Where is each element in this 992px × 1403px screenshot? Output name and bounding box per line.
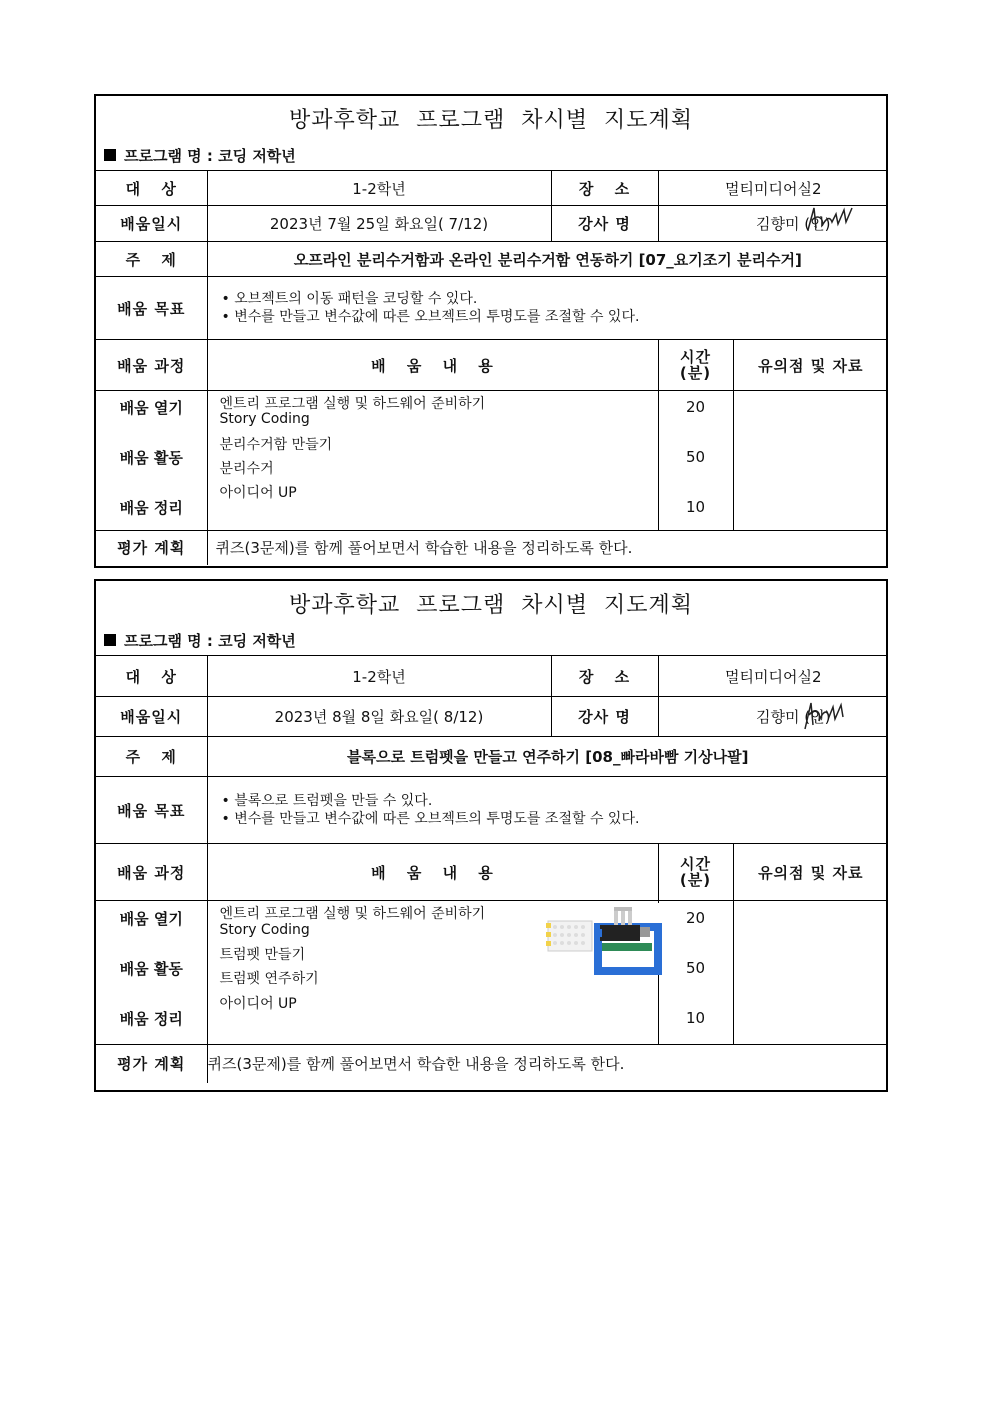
- notes-cell: [733, 901, 888, 1045]
- lesson-plan-2: [94, 579, 888, 1092]
- content-line: Story Coding: [219, 922, 310, 938]
- place-label: 장 소: [551, 656, 658, 697]
- notes-label: 유의점 및 자료: [733, 340, 888, 391]
- topic-value: 오프라인 분리수거함과 온라인 분리수거함 연동하기 [07_요기조기 분리수거]: [207, 242, 888, 277]
- content-cell: [207, 901, 658, 1045]
- plan-title: 방과후학교 프로그램 차시별 지도계획: [288, 592, 693, 618]
- content-line: Story Coding: [219, 411, 310, 427]
- place-value: 멀티미디어실2: [658, 171, 888, 206]
- content-line: 분리수거: [219, 461, 274, 477]
- topic-value: 블록으로 트럼펫을 만들고 연주하기 [08_빠라바빰 기상나팔]: [207, 737, 888, 777]
- goal-list: [208, 290, 889, 326]
- date-value: 2023년 8월 8일 화요일( 8/12): [207, 697, 551, 737]
- content-cell: [207, 391, 658, 531]
- stage-activity: 배움 활동: [119, 449, 183, 467]
- content-line: 엔트리 프로그램 실행 및 하드웨어 준비하기: [219, 396, 486, 412]
- program-name-text: 프로그램 명 : 코딩 저학년: [124, 631, 296, 650]
- content-line: 엔트리 프로그램 실행 및 하드웨어 준비하기: [219, 906, 486, 922]
- process-label: 배움 과정: [96, 340, 207, 391]
- signature-icon: [804, 204, 856, 236]
- stage-cell: [96, 901, 207, 1045]
- topic-label: 주 제: [96, 242, 207, 277]
- teacher-value: 김향미 (인): [756, 215, 831, 233]
- goal-label: 배움 목표: [96, 777, 207, 844]
- goal-cell: [207, 777, 888, 844]
- teacher-value: 김향미 (인): [756, 708, 831, 726]
- time-label-unit: (분): [679, 871, 712, 889]
- time-close: 10: [685, 498, 706, 516]
- square-bullet-icon: [104, 634, 116, 646]
- target-label: 대 상: [96, 656, 207, 697]
- stage-close: 배움 정리: [119, 1010, 183, 1028]
- notes-label: 유의점 및 자료: [733, 844, 888, 901]
- program-name: [96, 140, 886, 170]
- time-open: 20: [685, 398, 706, 416]
- goal-item: • 변수를 만들고 변수값에 따른 오브젝트의 투명도를 조절할 수 있다.: [222, 308, 889, 326]
- time-open: 20: [685, 909, 706, 927]
- topic-label: 주 제: [96, 737, 207, 777]
- eval-label: 평가 계획: [96, 1045, 207, 1083]
- teacher-cell: [658, 697, 888, 737]
- stage-cell: [96, 391, 207, 531]
- goal-cell: [207, 277, 888, 340]
- goal-item: • 오브젝트의 이동 패턴을 코딩할 수 있다.: [222, 290, 889, 308]
- eval-label: 평가 계획: [96, 531, 207, 565]
- plan-table: [96, 655, 888, 1083]
- time-close: 10: [685, 1009, 706, 1027]
- notes-cell: [733, 391, 888, 531]
- time-activity: 50: [685, 959, 706, 977]
- plan-table: [96, 170, 888, 565]
- time-cell: [658, 391, 733, 531]
- goal-label: 배움 목표: [96, 277, 207, 340]
- date-label: 배움일시: [96, 206, 207, 242]
- target-value: 1-2학년: [207, 171, 551, 206]
- stage-open: 배움 열기: [119, 399, 183, 417]
- goal-list: [208, 792, 889, 828]
- teacher-label: 강사 명: [551, 697, 658, 737]
- stage-open: 배움 열기: [119, 910, 183, 928]
- plan-title: 방과후학교 프로그램 차시별 지도계획: [288, 107, 693, 133]
- goal-item: • 변수를 만들고 변수값에 따른 오브젝트의 투명도를 조절할 수 있다.: [222, 810, 889, 828]
- content-label: 배 움 내 용: [207, 340, 658, 391]
- process-label: 배움 과정: [96, 844, 207, 901]
- time-cell: [658, 901, 733, 1045]
- goal-item: • 블록으로 트럼펫을 만들 수 있다.: [222, 792, 889, 810]
- hardware-kit-image: [528, 903, 678, 975]
- target-value: 1-2학년: [207, 656, 551, 697]
- place-value: 멀티미디어실2: [658, 656, 888, 697]
- square-bullet-icon: [104, 149, 116, 161]
- eval-value: 퀴즈(3문제)를 함께 풀어보면서 학습한 내용을 정리하도록 한다.: [207, 1045, 888, 1083]
- stage-close: 배움 정리: [119, 499, 183, 517]
- eval-value: 퀴즈(3문제)를 함께 풀어보면서 학습한 내용을 정리하도록 한다.: [207, 531, 888, 565]
- program-name: [96, 625, 886, 655]
- content-line: 트럼펫 만들기: [219, 947, 306, 963]
- lesson-plan-1: [94, 94, 888, 568]
- content-line: 아이디어 UP: [219, 996, 297, 1012]
- date-label: 배움일시: [96, 697, 207, 737]
- stage-activity: 배움 활동: [119, 960, 183, 978]
- date-value: 2023년 7월 25일 화요일( 7/12): [207, 206, 551, 242]
- time-label-line: 시간: [680, 855, 711, 873]
- time-activity: 50: [685, 448, 706, 466]
- teacher-cell: [658, 206, 888, 242]
- place-label: 장 소: [551, 171, 658, 206]
- time-label: [658, 340, 733, 391]
- target-label: 대 상: [96, 171, 207, 206]
- content-label: 배 움 내 용: [207, 844, 658, 901]
- signature-icon: [799, 699, 849, 733]
- time-label: [658, 844, 733, 901]
- program-name-text: 프로그램 명 : 코딩 저학년: [124, 146, 296, 165]
- teacher-label: 강사 명: [551, 206, 658, 242]
- time-label-line: 시간: [680, 348, 711, 366]
- content-line: 분리수거함 만들기: [219, 437, 333, 453]
- time-label-unit: (분): [679, 364, 712, 382]
- content-line: 아이디어 UP: [219, 485, 297, 501]
- content-line: 트럼펫 연주하기: [219, 971, 319, 987]
